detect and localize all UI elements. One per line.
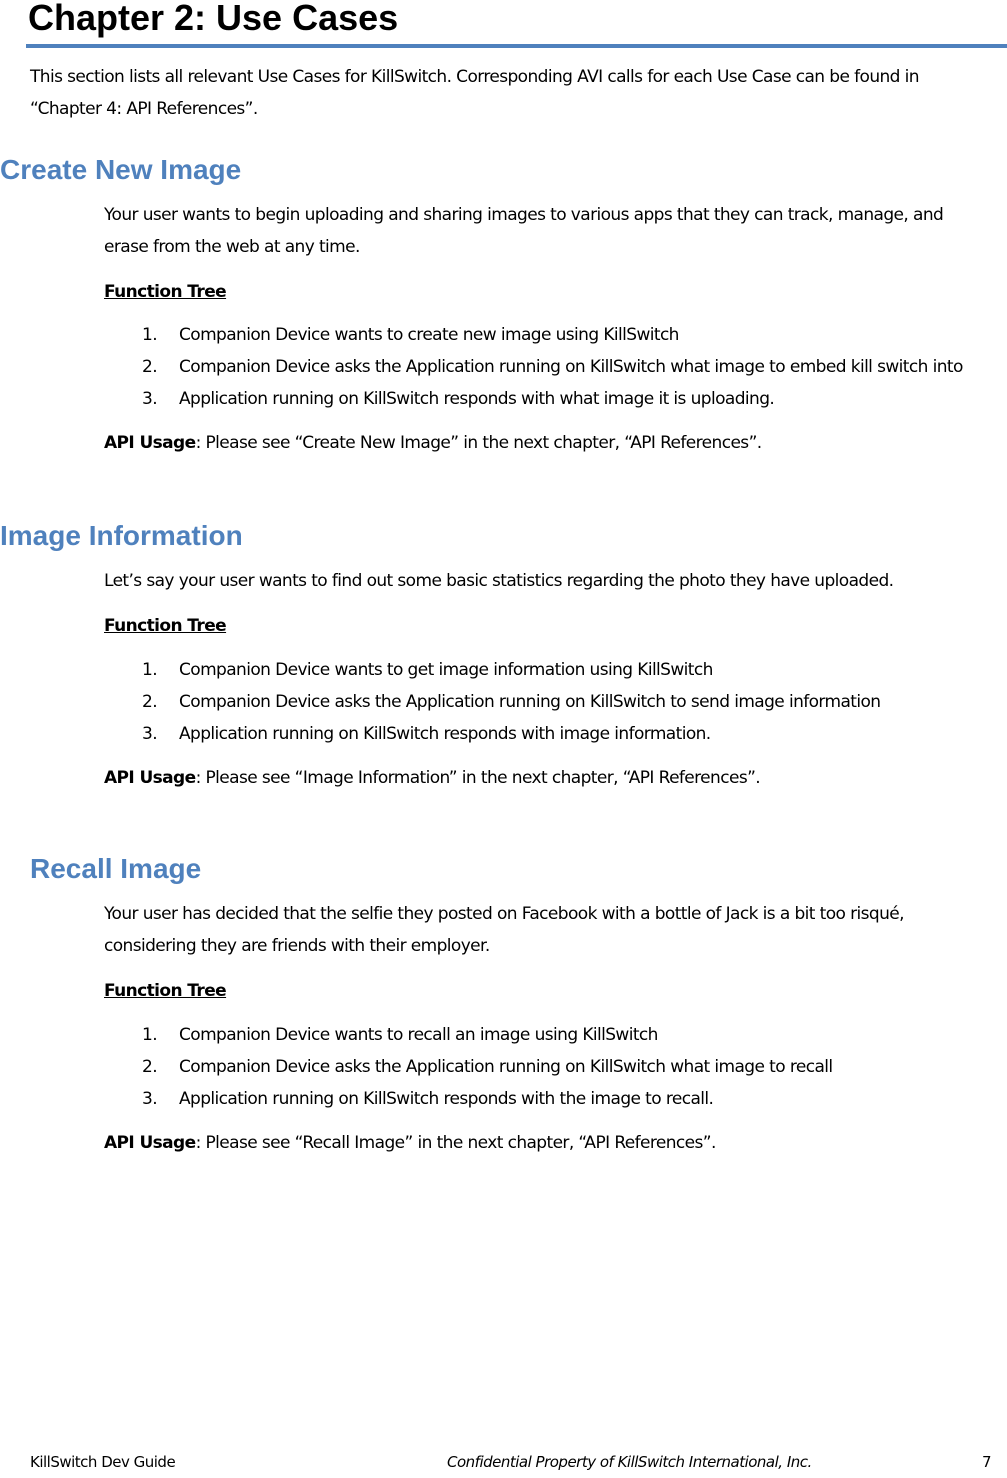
list-item bbox=[0, 654, 1004, 686]
list-item bbox=[0, 718, 1004, 750]
list-item bbox=[0, 686, 1004, 718]
section-image-information bbox=[0, 520, 1007, 794]
section-description: Let’s say your user wants to find out some basic statistics regarding the photo they have uploaded. bbox=[104, 571, 894, 591]
step-text: Companion Device asks the Application running on KillSwitch what image to embed kill switch into bbox=[179, 357, 963, 377]
chapter-title: Chapter 2: Use Cases bbox=[28, 0, 399, 38]
step-text: Application running on KillSwitch responds with what image it is uploading. bbox=[179, 389, 775, 409]
step-text: Companion Device asks the Application running on KillSwitch what image to recall bbox=[179, 1057, 833, 1077]
list-item bbox=[0, 1083, 1004, 1115]
section-recall-image bbox=[0, 853, 1007, 1159]
section-heading: Recall Image bbox=[30, 853, 202, 884]
footer-page-number: 7 bbox=[982, 1453, 992, 1471]
step-number: 3. bbox=[142, 389, 158, 409]
section-description: Your user wants to begin uploading and sharing images to various apps that they can track, manage, and erase from the web at any time. bbox=[104, 205, 944, 257]
chapter-title-rule bbox=[26, 44, 1007, 48]
step-number: 3. bbox=[142, 1089, 158, 1109]
step-text: Companion Device wants to recall an image using KillSwitch bbox=[179, 1025, 658, 1045]
api-usage-label: API Usage bbox=[104, 433, 196, 453]
step-number: 2. bbox=[142, 692, 158, 712]
api-usage-text: : Please see “Create New Image” in the next chapter, “API References”. bbox=[195, 433, 762, 453]
function-tree-label: Function Tree bbox=[104, 981, 227, 1001]
function-tree-label: Function Tree bbox=[104, 616, 227, 636]
list-item bbox=[0, 383, 1004, 415]
function-tree-list bbox=[0, 319, 1007, 415]
step-text: Application running on KillSwitch responds with the image to recall. bbox=[179, 1089, 714, 1109]
api-usage bbox=[104, 762, 1007, 794]
list-item bbox=[0, 351, 1004, 383]
api-usage-text: : Please see “Image Information” in the next chapter, “API References”. bbox=[195, 768, 761, 788]
api-usage-label: API Usage bbox=[104, 768, 196, 788]
api-usage bbox=[104, 1127, 1007, 1159]
list-item bbox=[0, 1051, 1004, 1083]
section-heading: Image Information bbox=[0, 520, 243, 551]
step-text: Companion Device wants to create new image using KillSwitch bbox=[179, 325, 679, 345]
footer-confidential-notice: Confidential Property of KillSwitch International, Inc. bbox=[447, 1453, 812, 1471]
step-text: Companion Device wants to get image information using KillSwitch bbox=[179, 660, 713, 680]
chapter-intro: This section lists all relevant Use Cases for KillSwitch. Corresponding AVI calls for each Use Case can be found in “Chapter 4: API References”. bbox=[30, 67, 919, 119]
list-item bbox=[0, 319, 1004, 351]
step-number: 2. bbox=[142, 357, 158, 377]
step-number: 1. bbox=[142, 660, 158, 680]
section-heading: Create New Image bbox=[0, 154, 242, 185]
function-tree-list bbox=[0, 654, 1007, 750]
step-text: Companion Device asks the Application running on KillSwitch to send image information bbox=[179, 692, 881, 712]
function-tree-list bbox=[0, 1019, 1007, 1115]
footer-doc-title: KillSwitch Dev Guide bbox=[30, 1453, 176, 1471]
step-number: 1. bbox=[142, 325, 158, 345]
step-text: Application running on KillSwitch responds with image information. bbox=[179, 724, 711, 744]
step-number: 2. bbox=[142, 1057, 158, 1077]
function-tree-label: Function Tree bbox=[104, 282, 227, 302]
step-number: 3. bbox=[142, 724, 158, 744]
section-create-new-image bbox=[0, 154, 1007, 459]
section-description: Your user has decided that the selfie they posted on Facebook with a bottle of Jack is a bit too risqué, considering they are friends with their employer. bbox=[104, 904, 904, 956]
list-item bbox=[0, 1019, 1004, 1051]
page-footer bbox=[0, 1446, 1007, 1478]
step-number: 1. bbox=[142, 1025, 158, 1045]
api-usage-text: : Please see “Recall Image” in the next chapter, “API References”. bbox=[195, 1133, 716, 1153]
api-usage bbox=[104, 427, 1007, 459]
api-usage-label: API Usage bbox=[104, 1133, 196, 1153]
